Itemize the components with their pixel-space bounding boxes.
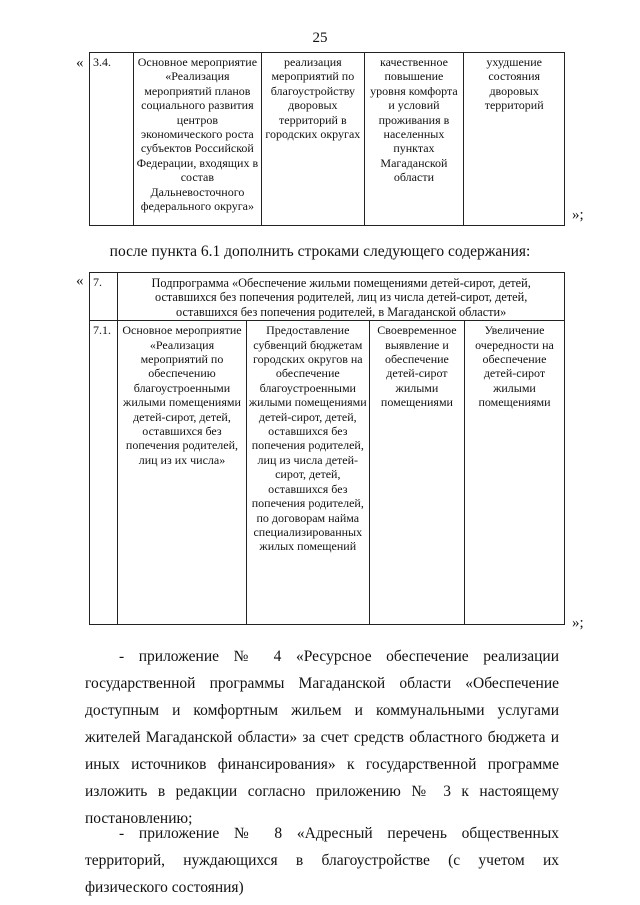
table2-close-quote: »; [572,615,584,631]
action-cell: реализация мероприятий по благоустройству дворовых территорий в городских округах [262,53,364,226]
subprogram-number: 7. [90,273,118,321]
activity-cell: Основное мероприятие «Реализация мероприятий планов социального развития центров экономического роста субъектов Российской Федерации, входящих в состав Дальневосточного федерального округа» [133,53,261,226]
row-number: 3.4. [90,53,134,226]
table-subprogram-7 [89,272,565,625]
page-number: 25 [312,30,328,46]
table1-close-quote: »; [572,207,584,223]
activity-cell: Основное мероприятие «Реализация мероприятий по обеспечению благоустроенными жилыми помещениями детей-сирот, детей, оставшихся без попечения родителей, лиц из их числа» [118,321,246,625]
risk-cell: ухудшение состояния дворовых территорий [464,53,565,226]
result-cell: качественное повышение уровня комфорта и условий проживания в населенных пунктах Магаданской области [364,53,464,226]
table2-open-quote: « [76,273,84,289]
table-row [90,53,565,226]
paragraph-appendix-4: - приложение № 4 «Ресурсное обеспечение реализации государственной программы Магаданской области «Обеспечение доступным и комфортным жильем и коммунальными услугами жителей Магаданской области» за счет средств областного бюджета и иных источников финансирования» к государственной программе изложить в редакции согласно приложению № 3 к настоящему постановлению; [85,648,559,827]
paragraph-appendix-8: - приложение № 8 «Адресный перечень общественных территорий, нуждающихся в благоустройстве (с учетом их физического состояния) [85,825,559,896]
row-number: 7.1. [90,321,118,625]
risk-cell: Увеличение очередности на обеспечение детей-сирот жилыми помещениями [464,321,564,625]
table-row [90,273,565,321]
action-cell: Предоставление субвенций бюджетам городских округов на обеспечение благоустроенными жилыми помещениями детей-сирот, детей, оставшихся без попечения родителей, лиц из числа детей-сирот, детей, оставшихся без попечения родителей, по договорам найма специализированных жилых помещений [246,321,369,625]
result-cell: Своевременное выявление и обеспечение детей-сирот жилыми помещениями [369,321,464,625]
table1-open-quote: « [76,55,84,71]
lead-text: после пункта 6.1 дополнить строками следующего содержания: [109,243,531,260]
table-item-3-4 [89,52,565,226]
table-row [90,321,565,625]
subprogram-title: Подпрограмма «Обеспечение жильми помещениями детей-сирот, детей, оставшихся без попечения родителей, лиц из числа детей-сирот, детей, оставшихся без попечения родителей, в Магаданской области» [118,273,565,321]
